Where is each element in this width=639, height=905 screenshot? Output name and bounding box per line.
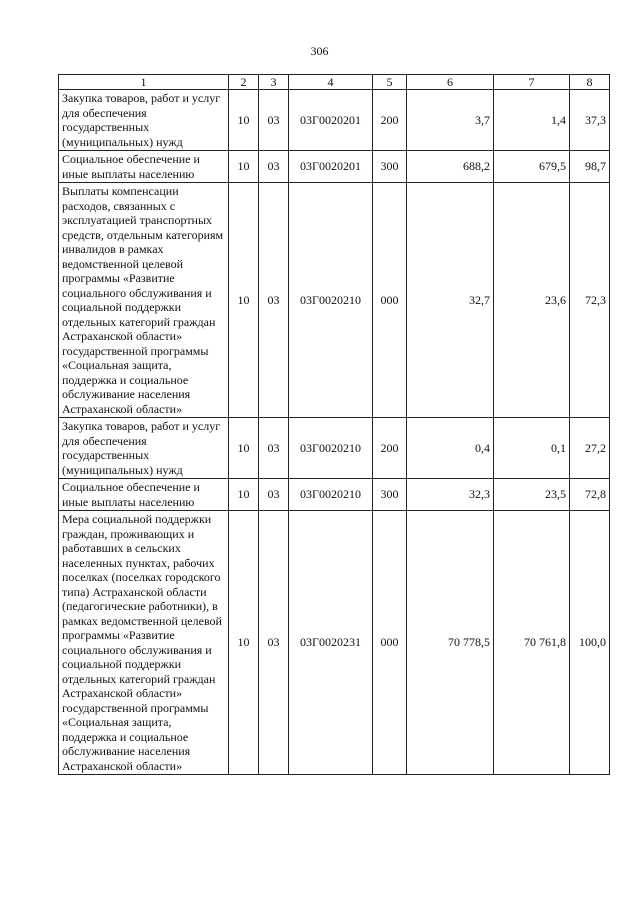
row-section: 10 (229, 511, 259, 775)
row-plan: 32,7 (407, 183, 494, 418)
row-plan: 3,7 (407, 90, 494, 151)
header-col-1: 1 (59, 75, 229, 90)
budget-table (58, 74, 610, 775)
table-row (59, 90, 610, 151)
table-row (59, 151, 610, 183)
row-expense-type: 000 (373, 183, 407, 418)
row-section: 10 (229, 183, 259, 418)
row-section: 10 (229, 90, 259, 151)
row-subsection: 03 (259, 418, 289, 479)
table-row (59, 479, 610, 511)
header-col-6: 6 (407, 75, 494, 90)
row-name: Закупка товаров, работ и услуг для обеспечения государственных (муниципальных) нужд (59, 90, 229, 151)
row-name: Закупка товаров, работ и услуг для обеспечения государственных (муниципальных) нужд (59, 418, 229, 479)
row-expense-type: 200 (373, 418, 407, 479)
header-col-3: 3 (259, 75, 289, 90)
row-expense-type: 300 (373, 479, 407, 511)
row-executed: 23,6 (494, 183, 570, 418)
row-subsection: 03 (259, 151, 289, 183)
row-executed: 23,5 (494, 479, 570, 511)
row-plan: 32,3 (407, 479, 494, 511)
table-row (59, 418, 610, 479)
row-expense-type: 000 (373, 511, 407, 775)
header-col-7: 7 (494, 75, 570, 90)
row-expense-type: 300 (373, 151, 407, 183)
row-section: 10 (229, 479, 259, 511)
header-row (59, 75, 610, 90)
table-row (59, 511, 610, 775)
row-subsection: 03 (259, 90, 289, 151)
row-percent: 98,7 (570, 151, 610, 183)
row-plan: 70 778,5 (407, 511, 494, 775)
header-col-4: 4 (289, 75, 373, 90)
row-subsection: 03 (259, 511, 289, 775)
row-name: Социальное обеспечение и иные выплаты населению (59, 479, 229, 511)
row-name: Выплаты компенсации расходов, связанных с эксплуатацией транспортных средств, отдельным категориям инвалидов в рамках ведомственной целевой программы «Развитие социального обслуживания и социальной поддержки отдельных категорий граждан Астраханской области» государственной программы «Социальная защита, поддержка и социальное обслуживание населения Астраханской области» (59, 183, 229, 418)
row-target-item: 03Г0020231 (289, 511, 373, 775)
row-target-item: 03Г0020210 (289, 183, 373, 418)
row-name: Социальное обеспечение и иные выплаты населению (59, 151, 229, 183)
row-expense-type: 200 (373, 90, 407, 151)
row-section: 10 (229, 418, 259, 479)
row-name: Мера социальной поддержки граждан, проживающих и работавших в сельских населенных пунктах, рабочих поселках (поселках городского типа) Астраханской области (педагогические работники), в рамках ведомственной целевой программы «Развитие социального обслуживания и социальной поддержки отдельных категорий граждан Астраханской области» государственной программы «Социальная защита, поддержка и социальное обслуживание населения Астраханской области» (59, 511, 229, 775)
row-percent: 72,8 (570, 479, 610, 511)
row-target-item: 03Г0020201 (289, 90, 373, 151)
header-col-5: 5 (373, 75, 407, 90)
row-subsection: 03 (259, 479, 289, 511)
row-subsection: 03 (259, 183, 289, 418)
page-number: 306 (310, 44, 329, 58)
header-col-2: 2 (229, 75, 259, 90)
row-executed: 0,1 (494, 418, 570, 479)
row-target-item: 03Г0020210 (289, 479, 373, 511)
row-percent: 72,3 (570, 183, 610, 418)
row-executed: 70 761,8 (494, 511, 570, 775)
header-col-8: 8 (570, 75, 610, 90)
row-executed: 1,4 (494, 90, 570, 151)
row-percent: 37,3 (570, 90, 610, 151)
row-executed: 679,5 (494, 151, 570, 183)
table-row (59, 183, 610, 418)
row-plan: 0,4 (407, 418, 494, 479)
row-section: 10 (229, 151, 259, 183)
row-target-item: 03Г0020201 (289, 151, 373, 183)
row-percent: 27,2 (570, 418, 610, 479)
row-plan: 688,2 (407, 151, 494, 183)
row-percent: 100,0 (570, 511, 610, 775)
row-target-item: 03Г0020210 (289, 418, 373, 479)
